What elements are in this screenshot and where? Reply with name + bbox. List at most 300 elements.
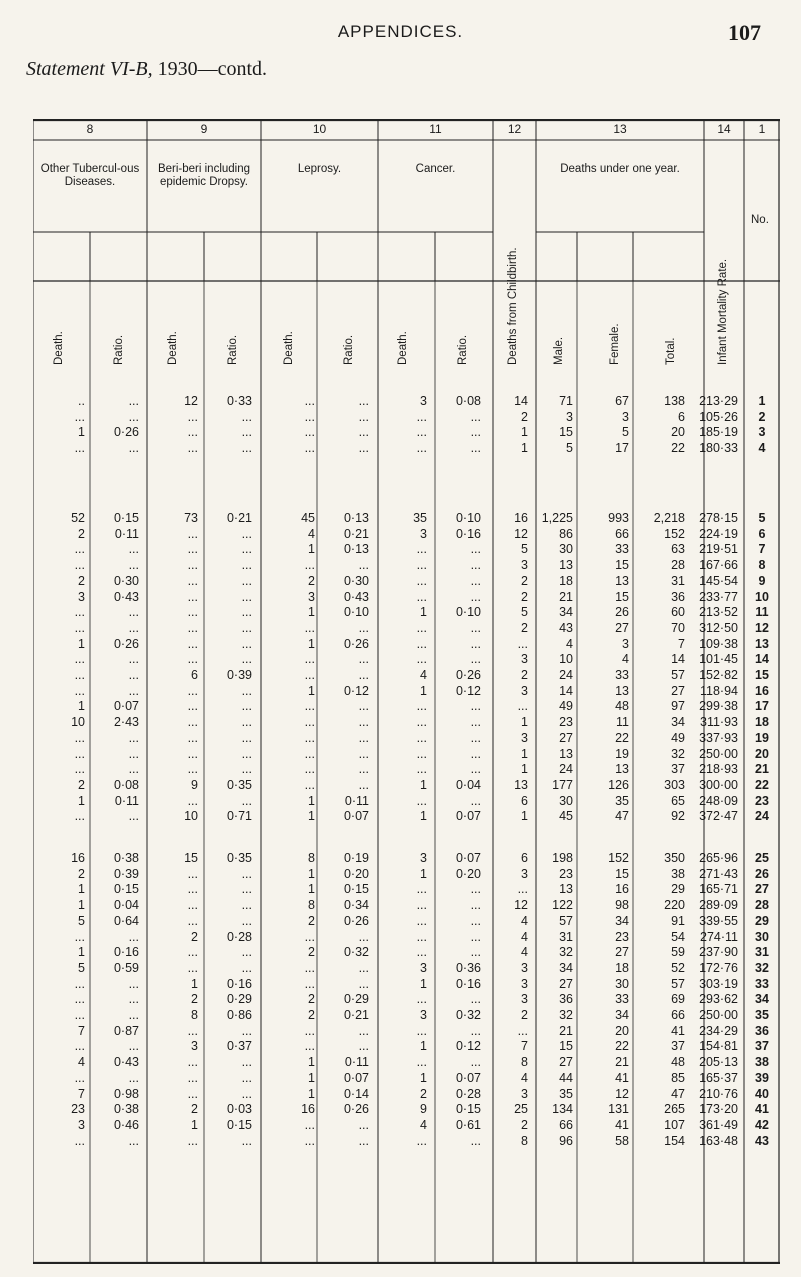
cell-beri-ratio: 0·29	[226, 992, 252, 1007]
cell-imr: 250·00	[699, 1008, 738, 1022]
cell-can-death: ...	[416, 992, 427, 1007]
subhead-ratio-11: Ratio.	[457, 334, 469, 365]
cell-beri-ratio: 0·71	[226, 809, 252, 824]
cell-can-death: ...	[416, 882, 427, 897]
cell-imr: 165·37	[699, 1071, 738, 1085]
cell-imr: 165·71	[699, 882, 738, 897]
subhead-ratio-10: Ratio.	[343, 334, 355, 365]
cell-lep-ratio: 0·11	[344, 1055, 369, 1070]
cell-can-ratio: ...	[470, 715, 481, 730]
cell-lep-ratio: 0·19	[343, 851, 369, 865]
cell-lep-ratio: ...	[358, 1133, 369, 1148]
colnum-10: 10	[312, 122, 327, 136]
cell-imr: 312·50	[699, 620, 738, 635]
subhead-ratio-9: Ratio.	[227, 334, 239, 365]
cell-tb-death: ...	[74, 929, 85, 944]
cell-imr: 311·93	[700, 715, 738, 730]
cell-childbirth: 1	[521, 425, 528, 440]
cell-lep-ratio: ...	[358, 1023, 369, 1038]
cell-beri-death: ...	[187, 1071, 198, 1085]
cell-tb-ratio: ...	[128, 394, 139, 408]
cell-lep-ratio: 0·07	[343, 1071, 369, 1085]
cell-imr: 361·49	[699, 1118, 738, 1133]
cell-imr: 299·38	[699, 699, 738, 714]
cell-total: 60	[671, 605, 685, 620]
row-number: 19	[755, 730, 769, 745]
cell-beri-ratio: ...	[241, 683, 252, 698]
cell-tb-death: 52	[71, 511, 85, 525]
cell-male: 177	[552, 777, 573, 792]
subhead-total: Total.	[665, 337, 677, 365]
cell-tb-ratio: ...	[128, 620, 139, 635]
statistics-table	[33, 119, 780, 1264]
cell-childbirth: 14	[514, 394, 528, 408]
statement-label: Statement VI-B,	[26, 58, 153, 80]
cell-female: 13	[615, 762, 629, 777]
cell-can-death: 1	[420, 683, 427, 698]
row-number: 25	[755, 851, 769, 865]
cell-tb-ratio: 0·87	[113, 1023, 139, 1038]
cell-male: 4	[566, 636, 573, 651]
cell-can-ratio: ...	[470, 652, 481, 667]
cell-beri-death: ...	[187, 715, 198, 730]
row-number: 22	[755, 777, 769, 792]
cell-lep-ratio: 0·15	[343, 882, 369, 897]
row-number: 16	[755, 683, 769, 698]
row-number: 39	[755, 1071, 769, 1085]
cell-beri-death: ...	[187, 589, 198, 604]
cell-lep-death: 3	[308, 589, 315, 604]
cell-can-death: 3	[420, 851, 427, 865]
cell-tb-ratio: ...	[128, 542, 139, 557]
cell-lep-death: 2	[308, 1008, 315, 1022]
cell-total: 350	[664, 851, 685, 865]
cell-beri-ratio: ...	[241, 652, 252, 667]
cell-male: 24	[559, 762, 573, 777]
cell-imr: 293·62	[699, 992, 738, 1007]
cell-total: 36	[671, 589, 685, 604]
cell-imr: 300·00	[699, 777, 738, 792]
cell-imr: 219·51	[699, 542, 738, 557]
cell-total: 57	[671, 976, 685, 991]
cell-beri-death: ...	[187, 683, 198, 698]
cell-tb-ratio: ...	[128, 683, 139, 698]
cell-lep-death: 16	[301, 1102, 315, 1117]
cell-can-death: ...	[416, 730, 427, 745]
cell-male: 96	[559, 1133, 573, 1148]
cell-total: 66	[671, 1008, 685, 1022]
cell-male: 15	[559, 425, 573, 440]
cell-can-death: ...	[416, 746, 427, 761]
cell-childbirth: ...	[517, 1023, 528, 1038]
cell-childbirth: 4	[521, 929, 528, 944]
cell-can-ratio: 0·61	[455, 1118, 481, 1133]
cell-female: 17	[615, 441, 629, 456]
subhead-imr: Infant Mortality Rate.	[717, 258, 729, 365]
cell-lep-death: ...	[304, 425, 315, 440]
cell-beri-ratio: 0·35	[226, 777, 252, 792]
cell-imr: 109·38	[699, 636, 738, 651]
cell-female: 4	[622, 652, 629, 667]
cell-can-ratio: ...	[470, 636, 481, 651]
cell-beri-death: ...	[187, 409, 198, 424]
row-number: 32	[755, 960, 769, 975]
cell-lep-ratio: 0·26	[343, 1102, 369, 1117]
cell-tb-ratio: ...	[128, 730, 139, 745]
cell-beri-ratio: ...	[241, 589, 252, 604]
cell-total: 138	[664, 394, 685, 408]
cell-lep-death: ...	[304, 620, 315, 635]
row-number: 2	[758, 409, 766, 424]
cell-lep-death: 1	[308, 866, 315, 881]
cell-beri-ratio: ...	[241, 882, 252, 897]
cell-tb-ratio: ...	[128, 1039, 139, 1054]
cell-total: 32	[671, 746, 685, 761]
cell-beri-ratio: 0·03	[226, 1102, 252, 1117]
row-number: 33	[755, 976, 769, 991]
cell-beri-ratio: ...	[241, 866, 252, 881]
cell-male: 5	[566, 441, 573, 456]
cell-female: 3	[622, 409, 629, 424]
cell-beri-death: ...	[187, 636, 198, 651]
cell-beri-ratio: ...	[241, 573, 252, 588]
cell-total: 28	[671, 558, 685, 573]
colnum-12: 12	[507, 122, 522, 136]
cell-male: 13	[559, 882, 573, 897]
cell-tb-ratio: 0·26	[113, 425, 139, 440]
cell-imr: 213·52	[699, 605, 738, 620]
row-number: 40	[755, 1086, 769, 1101]
cell-tb-ratio: 0·98	[113, 1086, 139, 1101]
cell-total: 7	[678, 636, 685, 651]
cell-childbirth: 2	[521, 1118, 528, 1133]
cell-beri-death: ...	[187, 558, 198, 573]
cell-can-death: ...	[416, 589, 427, 604]
cell-male: 3	[566, 409, 573, 424]
cell-beri-ratio: ...	[241, 1133, 252, 1148]
cell-childbirth: 25	[514, 1102, 528, 1117]
cell-male: 10	[559, 652, 573, 667]
cell-tb-death: ...	[74, 762, 85, 777]
cell-childbirth: 3	[521, 866, 528, 881]
cell-male: 86	[559, 526, 573, 541]
cell-tb-death: 2	[78, 866, 85, 881]
cell-lep-ratio: ...	[358, 730, 369, 745]
cell-total: 48	[671, 1055, 685, 1070]
cell-male: 23	[559, 715, 573, 730]
cell-can-death: 4	[420, 668, 427, 682]
subhead-female: Female.	[609, 323, 621, 365]
cell-lep-ratio: ...	[358, 652, 369, 667]
cell-can-death: ...	[416, 1023, 427, 1038]
cell-imr: 339·55	[699, 913, 738, 928]
cell-beri-ratio: 0·86	[226, 1008, 252, 1022]
row-number: 41	[755, 1102, 769, 1117]
cell-lep-ratio: 0·12	[343, 683, 369, 698]
row-number: 13	[755, 636, 769, 651]
cell-female: 30	[615, 976, 629, 991]
cell-female: 16	[615, 882, 629, 897]
page-number: 107	[728, 20, 761, 45]
cell-can-death: ...	[416, 898, 427, 913]
colnum-9: 9	[200, 122, 208, 136]
cell-beri-death: ...	[187, 526, 198, 541]
row-number: 17	[755, 699, 769, 714]
cell-total: 49	[671, 730, 685, 745]
cell-female: 3	[622, 636, 629, 651]
cell-female: 98	[615, 898, 629, 913]
cell-total: 34	[671, 715, 685, 730]
row-number: 37	[755, 1039, 769, 1054]
cell-tb-ratio: 0·43	[113, 589, 139, 604]
cell-beri-death: ...	[187, 882, 198, 897]
row-number: 9	[758, 573, 766, 588]
cell-lep-death: ...	[304, 699, 315, 714]
cell-lep-ratio: 0·20	[343, 866, 369, 881]
cell-imr: 154·81	[699, 1039, 738, 1054]
cell-lep-ratio: 0·10	[343, 605, 369, 620]
cell-imr: 163·48	[699, 1133, 738, 1148]
cell-tb-death: 1	[78, 699, 85, 714]
cell-lep-death: ...	[304, 762, 315, 777]
row-number: 26	[755, 866, 769, 881]
cell-lep-ratio: ...	[358, 746, 369, 761]
cell-beri-death: ...	[187, 1055, 198, 1070]
cell-lep-ratio: 0·26	[343, 636, 369, 651]
cell-childbirth: 13	[514, 777, 528, 792]
cell-beri-death: ...	[187, 945, 198, 960]
cell-beri-ratio: ...	[241, 441, 252, 456]
subhead-death-9: Death.	[167, 331, 179, 365]
cell-can-ratio: 0·08	[455, 394, 481, 408]
cell-tb-death: ...	[74, 605, 85, 620]
cell-childbirth: 3	[521, 960, 528, 975]
cell-childbirth: 6	[521, 793, 528, 808]
cell-lep-death: 1	[308, 636, 315, 651]
cell-tb-ratio: 0·46	[113, 1118, 139, 1133]
cell-total: 69	[671, 992, 685, 1007]
cell-female: 12	[615, 1086, 629, 1101]
colnum-13: 13	[613, 122, 627, 136]
cell-childbirth: 6	[521, 851, 528, 865]
cell-tb-death: ...	[74, 668, 85, 682]
cell-imr: 185·19	[699, 425, 738, 440]
cell-lep-death: 1	[308, 542, 315, 557]
row-number: 34	[755, 992, 769, 1007]
cell-male: 13	[559, 746, 573, 761]
cell-male: 27	[559, 730, 573, 745]
cell-can-death: 4	[420, 1118, 427, 1133]
cell-tb-ratio: 0·16	[113, 945, 139, 960]
cell-tb-ratio: ...	[128, 605, 139, 620]
colnum-8: 8	[86, 122, 94, 136]
cell-can-death: 1	[420, 1071, 427, 1085]
cell-lep-ratio: ...	[358, 777, 369, 792]
cell-beri-death: ...	[187, 699, 198, 714]
cell-male: 66	[559, 1118, 573, 1133]
cell-tb-death: 1	[78, 793, 85, 808]
cell-imr: 250·00	[699, 746, 738, 761]
cell-lep-death: 8	[308, 898, 315, 913]
cell-beri-ratio: ...	[241, 898, 252, 913]
cell-lep-death: ...	[304, 715, 315, 730]
cell-total: 27	[671, 683, 685, 698]
cell-female: 66	[615, 526, 629, 541]
cell-tb-ratio: ...	[128, 441, 139, 456]
cell-tb-ratio: ...	[128, 668, 139, 682]
cell-childbirth: 4	[521, 945, 528, 960]
cell-lep-death: ...	[304, 960, 315, 975]
cell-can-death: ...	[416, 636, 427, 651]
cell-can-death: 3	[420, 394, 427, 408]
cell-imr: 233·77	[699, 589, 738, 604]
cell-female: 15	[615, 589, 629, 604]
cell-lep-ratio: ...	[358, 929, 369, 944]
cell-imr: 210·76	[699, 1086, 738, 1101]
cell-beri-death: ...	[187, 573, 198, 588]
cell-can-ratio: 0·16	[455, 976, 481, 991]
cell-imr: 303·19	[699, 976, 738, 991]
cell-lep-death: 2	[308, 992, 315, 1007]
cell-can-ratio: ...	[470, 699, 481, 714]
cell-tb-death: ...	[74, 542, 85, 557]
cell-tb-ratio: ...	[128, 992, 139, 1007]
cell-total: 70	[671, 620, 685, 635]
cell-beri-ratio: ...	[241, 1055, 252, 1070]
cell-childbirth: 12	[514, 898, 528, 913]
cell-female: 35	[615, 793, 629, 808]
cell-can-ratio: ...	[470, 992, 481, 1007]
row-number: 24	[755, 809, 769, 824]
cell-beri-death: ...	[187, 746, 198, 761]
cell-total: 92	[671, 809, 685, 824]
cell-can-ratio: 0·26	[455, 668, 481, 682]
cell-tb-ratio: 0·38	[113, 1102, 139, 1117]
cell-can-ratio: ...	[470, 762, 481, 777]
cell-tb-ratio: 0·64	[113, 913, 139, 928]
cell-beri-death: ...	[187, 1023, 198, 1038]
cell-imr: 213·29	[699, 394, 738, 408]
cell-tb-death: ...	[74, 1008, 85, 1022]
cell-lep-death: ...	[304, 1133, 315, 1148]
cell-total: 91	[671, 913, 685, 928]
cell-female: 33	[615, 992, 629, 1007]
cell-tb-death: 1	[78, 945, 85, 960]
cell-imr: 145·54	[699, 573, 738, 588]
cell-can-death: ...	[416, 409, 427, 424]
cell-can-ratio: 0·07	[455, 809, 481, 824]
group-other-tuberculous: Other Tubercul-ous Diseases.	[40, 163, 140, 188]
cell-lep-death: 1	[308, 1086, 315, 1101]
cell-imr: 337·93	[699, 730, 738, 745]
row-number: 18	[755, 715, 769, 730]
cell-can-ratio: 0·36	[455, 960, 481, 975]
cell-male: 23	[559, 866, 573, 881]
cell-lep-ratio: ...	[358, 960, 369, 975]
cell-tb-death: ...	[74, 809, 85, 824]
cell-tb-death: 4	[78, 1055, 85, 1070]
cell-can-death: ...	[416, 699, 427, 714]
cell-beri-death: ...	[187, 652, 198, 667]
cell-beri-ratio: ...	[241, 542, 252, 557]
cell-beri-death: 3	[191, 1039, 198, 1054]
cell-tb-ratio: ...	[128, 809, 139, 824]
cell-childbirth: 2	[521, 1008, 528, 1022]
cell-beri-death: ...	[187, 913, 198, 928]
cell-beri-ratio: ...	[241, 945, 252, 960]
cell-female: 20	[615, 1023, 629, 1038]
cell-beri-death: 8	[191, 1008, 198, 1022]
cell-can-ratio: ...	[470, 425, 481, 440]
cell-can-death: 3	[420, 526, 427, 541]
cell-beri-ratio: ...	[241, 762, 252, 777]
cell-tb-ratio: 0·43	[113, 1055, 139, 1070]
cell-tb-ratio: 0·07	[113, 699, 139, 714]
cell-female: 22	[615, 730, 629, 745]
cell-tb-ratio: ...	[128, 1071, 139, 1085]
cell-beri-ratio: ...	[241, 913, 252, 928]
cell-childbirth: 4	[521, 1071, 528, 1085]
cell-beri-death: ...	[187, 898, 198, 913]
cell-tb-ratio: ...	[128, 1133, 139, 1148]
row-number: 14	[755, 652, 769, 667]
cell-tb-death: 1	[78, 425, 85, 440]
cell-beri-ratio: ...	[241, 730, 252, 745]
cell-can-death: ...	[416, 762, 427, 777]
cell-can-ratio: 0·12	[455, 1039, 481, 1054]
cell-male: 134	[552, 1102, 573, 1117]
cell-can-ratio: ...	[470, 542, 481, 557]
cell-imr: 152·82	[699, 668, 738, 682]
cell-female: 11	[616, 715, 629, 730]
cell-imr: 289·09	[699, 898, 738, 913]
cell-tb-death: 2	[78, 777, 85, 792]
cell-total: 31	[671, 573, 685, 588]
cell-childbirth: 12	[514, 526, 528, 541]
row-number: 8	[758, 558, 766, 573]
cell-male: 45	[559, 809, 573, 824]
cell-total: 37	[671, 762, 685, 777]
cell-tb-death: 7	[78, 1086, 85, 1101]
cell-childbirth: 2	[521, 573, 528, 588]
cell-imr: 118·94	[700, 683, 738, 698]
cell-imr: 248·09	[699, 793, 738, 808]
cell-total: 2,218	[653, 511, 685, 525]
cell-male: 24	[559, 668, 573, 682]
cell-beri-ratio: ...	[241, 1071, 252, 1085]
cell-tb-death: 5	[78, 960, 85, 975]
cell-childbirth: 1	[521, 809, 528, 824]
cell-beri-ratio: ...	[241, 793, 252, 808]
cell-childbirth: 8	[521, 1055, 528, 1070]
cell-lep-ratio: ...	[358, 976, 369, 991]
cell-can-death: 3	[420, 1008, 427, 1022]
cell-can-ratio: ...	[470, 730, 481, 745]
cell-beri-death: ...	[187, 605, 198, 620]
cell-female: 33	[615, 542, 629, 557]
cell-tb-ratio: 0·39	[113, 866, 139, 881]
cell-male: 43	[559, 620, 573, 635]
cell-total: 220	[664, 898, 685, 913]
cell-lep-death: ...	[304, 394, 315, 408]
cell-beri-death: 2	[191, 929, 198, 944]
table-caption	[26, 58, 267, 81]
cell-can-death: 3	[420, 960, 427, 975]
cell-can-death: 1	[420, 866, 427, 881]
cell-can-death: ...	[416, 441, 427, 456]
cell-can-ratio: ...	[470, 929, 481, 944]
cell-female: 18	[615, 960, 629, 975]
